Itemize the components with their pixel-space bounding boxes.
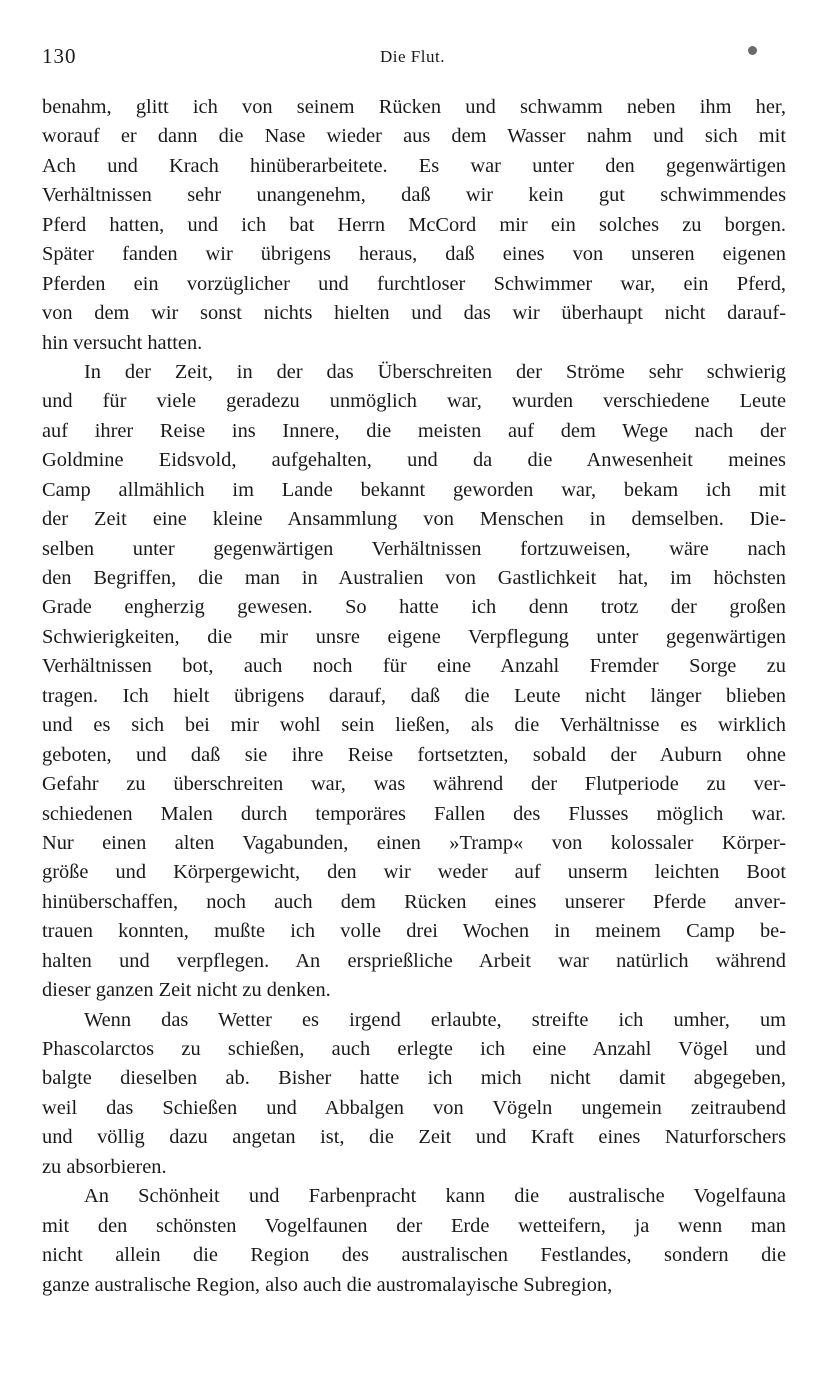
text-line: balgte dieselben ab. Bisher hatte ich mich nicht damit abgegeben,	[42, 1067, 786, 1090]
text-line: Wenn das Wetter es irgend erlaubte, streifte ich umher, um	[84, 1008, 786, 1031]
text-line: und es sich bei mir wohl sein ließen, als die Verhältnisse es wirklich	[42, 714, 786, 737]
text-line: Später fanden wir übrigens heraus, daß eines von unseren eigenen	[42, 243, 786, 266]
text-line: und für viele geradezu unmöglich war, wurden verschiedene Leute	[42, 390, 786, 413]
text-line: Phascolarctos zu schießen, auch erlegte ich eine Anzahl Vögel und	[42, 1038, 786, 1060]
text-line: In der Zeit, in der das Überschreiten der Ströme sehr schwierig	[84, 360, 786, 383]
text-line: weil das Schießen und Abbalgen von Vögeln ungemein zeitraubend	[42, 1096, 786, 1119]
running-title: Die Flut.	[380, 47, 445, 66]
text-line: tragen. Ich hielt übrigens darauf, daß die Leute nicht länger blieben	[42, 684, 786, 707]
text-line: hin versucht hatten.	[42, 331, 203, 354]
page-number: 130	[42, 44, 77, 68]
text-line: halten und verpflegen. An ersprießliche Arbeit war natürlich während	[42, 949, 786, 972]
text-line: den Begriffen, die man in Australien von Gastlichkeit hat, im höchsten	[42, 567, 786, 589]
text-line: der Zeit eine kleine Ansammlung von Menschen in demselben. Die-	[42, 508, 786, 531]
text-line: selben unter gegenwärtigen Verhältnissen fortzuweisen, wäre nach	[42, 537, 786, 560]
paragraph	[42, 93, 786, 358]
text-line: Nur einen alten Vagabunden, einen »Tramp« von kolossaler Körper-	[42, 831, 786, 854]
body-text	[42, 93, 786, 1300]
text-line: von dem wir sonst nichts hielten und das wir überhaupt nicht darauf-	[42, 302, 786, 325]
text-line: mit den schönsten Vogelfaunen der Erde wetteifern, ja wenn man	[42, 1214, 786, 1237]
text-line: größe und Körpergewicht, den wir weder auf unserm leichten Boot	[42, 861, 786, 884]
text-line: hinüberschaffen, noch auch dem Rücken eines unserer Pferde anver-	[42, 890, 786, 913]
paragraph	[42, 358, 786, 1006]
text-line: schiedenen Malen durch temporäres Fallen des Flusses möglich war.	[42, 802, 786, 825]
text-line: Camp allmählich im Lande bekannt geworden war, bekam ich mit	[42, 478, 786, 501]
text-line: geboten, und daß sie ihre Reise fortsetzten, sobald der Auburn ohne	[42, 743, 786, 766]
paragraph	[42, 1182, 786, 1300]
text-line: benahm, glitt ich von seinem Rücken und schwamm neben ihm her,	[42, 96, 786, 118]
text-line: trauen konnten, mußte ich volle drei Wochen in meinem Camp be-	[42, 920, 786, 943]
text-line: Verhältnissen sehr unangenehm, daß wir kein gut schwimmendes	[42, 184, 786, 207]
text-line: Verhältnissen bot, auch noch für eine Anzahl Fremder Sorge zu	[42, 655, 786, 678]
text-line: dieser ganzen Zeit nicht zu denken.	[42, 979, 331, 1002]
text-line: ganze australische Region, also auch die austromalayische Subregion,	[42, 1273, 613, 1296]
text-line: Ach und Krach hinüberarbeitete. Es war unter den gegenwärtigen	[42, 154, 786, 177]
text-line: Goldmine Eidsvold, aufgehalten, und da die Anwesenheit meines	[42, 449, 786, 472]
text-line: und völlig dazu angetan ist, die Zeit und Kraft eines Naturforschers	[42, 1126, 786, 1149]
paragraph	[42, 1006, 786, 1183]
text-line: worauf er dann die Nase wieder aus dem Wasser nahm und sich mit	[42, 125, 786, 148]
text-line: Schwierigkeiten, die mir unsre eigene Verpflegung unter gegenwärtigen	[42, 625, 786, 648]
text-line: nicht allein die Region des australischen Festlandes, sondern die	[42, 1244, 786, 1267]
ink-spot-mark	[748, 46, 757, 55]
text-line: zu absorbieren.	[42, 1155, 167, 1178]
text-line: auf ihrer Reise ins Innere, die meisten auf dem Wege nach der	[42, 419, 786, 442]
text-line: Grade engherzig gewesen. So hatte ich denn trotz der großen	[42, 596, 786, 619]
page-header	[42, 44, 783, 76]
text-line: An Schönheit und Farbenpracht kann die australische Vogelfauna	[84, 1185, 786, 1208]
text-line: Pferd hatten, und ich bat Herrn McCord mir ein solches zu borgen.	[42, 213, 786, 236]
text-line: Gefahr zu überschreiten war, was während der Flutperiode zu ver-	[42, 773, 786, 796]
text-line: Pferden ein vorzüglicher und furchtloser Schwimmer war, ein Pferd,	[42, 272, 786, 295]
